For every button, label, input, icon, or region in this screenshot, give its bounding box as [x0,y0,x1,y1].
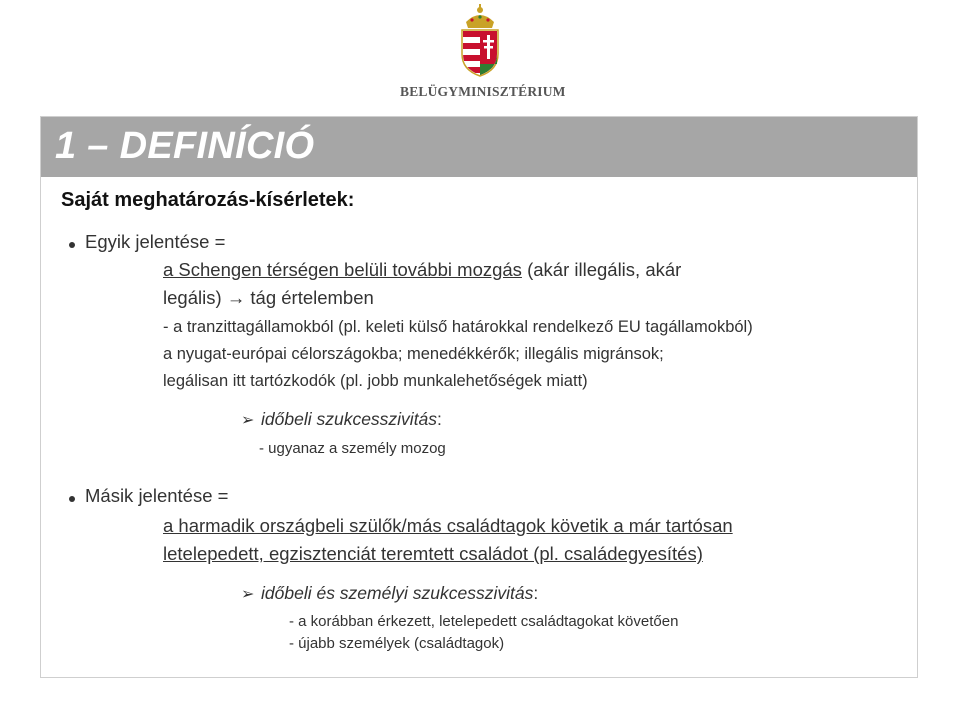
bullet1-arrow-detail: - ugyanaz a személy mozog [259,440,446,457]
title-bar [41,117,917,177]
bullet2-arrow-item [241,583,538,604]
bullet2-arrow-text: időbeli és személyi szukcesszivitás [261,583,534,603]
bullet1-label: Egyik jelentése = [85,231,226,252]
bullet2-label: Másik jelentése = [85,485,229,506]
bullet1-line1-underlined: a Schengen térségen belüli további mozgás [163,259,522,280]
hollow-arrow-bullet-icon: ➢ [241,586,255,603]
bullet1-arrow-item [241,409,442,430]
hollow-arrow-bullet-icon: ➢ [241,412,255,429]
bullet1-line2-end: tág értelemben [245,287,374,308]
ministry-logo [400,4,566,104]
right-arrow-icon: → [226,287,246,308]
bullet1-line1-rest: (akár illegális, akár [521,259,682,280]
bullet1-sub1: - a tranzittagállamokból (pl. keleti külső határokkal rendelkező EU tagállamokból) [163,318,753,336]
bullet2-detail1: - a korábban érkezett, letelepedett családtagokat követően [289,613,679,630]
bullet1-arrow-colon: : [437,409,442,429]
bullet1-arrow-text: időbeli szukcesszivitás [261,409,438,429]
bullet2-arrow-colon: : [533,583,539,603]
slide-frame [40,116,918,678]
bullet2-line2: letelepedett, egzisztenciát teremtett családot (pl. családegyesítés) [163,543,703,564]
bullet1-sub3: legálisan itt tartózkodók (pl. jobb munkalehetőségek miatt) [163,372,588,390]
bullet1-line2-start: legális) [163,287,227,308]
bullet-dot-icon [69,242,75,248]
hungarian-coat-of-arms-icon [456,4,504,78]
slide-title: 1 – DEFINÍCIÓ [55,125,315,167]
ministry-name: BELÜGYMINISZTÉRIUM [400,84,566,99]
bullet-dot-icon [69,496,75,502]
bullet2-line1: a harmadik országbeli szülők/más családtagok követik a már tartósan [163,515,733,536]
bullet1-sub2: a nyugat-európai célországokba; menedékkérők; illegális migránsok; [163,345,664,363]
section-heading: Saját meghatározás-kísérletek: [61,189,355,211]
bullet2-detail2: - újabb személyek (családtagok) [289,635,505,652]
bullet1-line1 [163,259,681,281]
bullet1-line2 [163,287,374,309]
